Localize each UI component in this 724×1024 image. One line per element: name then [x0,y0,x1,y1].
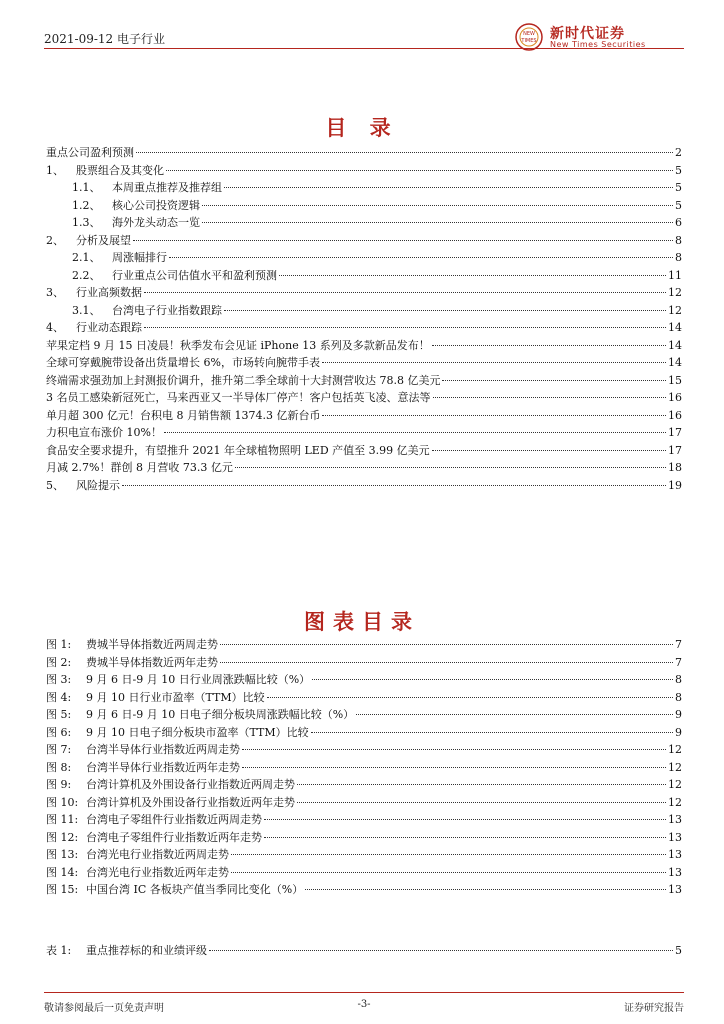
dot-leader [166,170,673,171]
entry-title: 核心公司投资逻辑 [112,198,200,212]
dot-leader [242,767,666,768]
figure-entry[interactable] [46,846,682,864]
report-date-sector: 2021-09-12 电子行业 [44,32,166,46]
entry-number: 图 1: [46,638,72,651]
entry-page-number: 7 [675,655,682,669]
toc-entry[interactable] [46,459,682,477]
toc-entry[interactable] [46,249,682,267]
dot-leader [164,432,666,433]
entry-title: 台湾电子行业指数跟踪 [112,303,222,317]
entry-page-number: 13 [668,865,682,879]
figure-entry[interactable] [46,741,682,759]
entry-page-number: 8 [675,251,682,264]
entry-title: 台湾计算机及外围设备行业指数近两年走势 [86,795,295,809]
entry-title: 9 月 10 日电子细分板块市盈率（TTM）比较 [86,725,309,739]
dot-leader [432,345,666,346]
figures-title: 图表目录 [304,610,420,634]
entry-number: 图 6: [46,725,72,739]
entry-number: 1.2、 [72,198,101,212]
toc-entry[interactable] [46,302,682,320]
entry-title: 3 名员工感染新冠死亡，马来西亚又一半导体厂停产！客户包括英飞凌、意法等 [46,391,431,404]
entry-title: 9 月 6 日-9 月 10 日电子细分板块周涨跌幅比较（%） [86,708,355,721]
figure-entry[interactable] [46,759,682,777]
figures-list [46,636,682,899]
toc-entry[interactable] [46,407,682,425]
entry-page-number: 14 [668,321,682,334]
entry-title: 分析及展望 [76,233,131,247]
entry-title: 中国台湾 IC 各板块产值当季同比变化（%） [86,883,304,896]
page-header [44,22,684,56]
dot-leader [144,292,666,293]
entry-page-number: 12 [668,778,682,791]
entry-page-number: 14 [668,338,682,352]
entry-page-number: 14 [668,356,682,369]
entry-page-number: 16 [668,391,682,404]
dot-leader [322,415,666,416]
toc-entry[interactable] [46,214,682,232]
entry-page-number: 16 [668,408,682,422]
entry-title: 苹果定档 9 月 15 日凌晨！秋季发布会见证 iPhone 13 系列及多款新品发布！ [46,338,430,352]
toc-entry[interactable] [46,162,682,180]
entry-title: 周涨幅排行 [112,251,167,264]
toc-entry[interactable] [46,179,682,197]
entry-page-number: 18 [668,461,682,474]
figure-entry[interactable] [46,671,682,689]
entry-number: 图 9: [46,778,72,791]
entry-number: 2.2、 [72,268,101,282]
entry-title: 台湾半导体行业指数近两周走势 [86,743,240,756]
svg-text:NEW: NEW [523,31,535,37]
entry-page-number: 6 [675,216,682,229]
entry-page-number: 13 [668,883,682,896]
entry-number: 图 11: [46,813,79,826]
entry-page-number: 5 [675,163,682,177]
entry-page-number: 12 [668,760,682,774]
entry-page-number: 8 [675,233,682,247]
footer-divider [44,992,684,993]
entry-number: 1、 [46,163,64,177]
dot-leader [122,485,666,486]
dot-leader [305,889,666,890]
toc-list [46,144,682,494]
entry-number: 1.1、 [72,181,101,194]
figure-entry[interactable] [46,776,682,794]
entry-page-number: 13 [668,813,682,826]
svg-text:TIMES: TIMES [521,38,537,44]
toc-entry[interactable] [46,319,682,337]
entry-number: 图 14: [46,865,79,879]
entry-number: 图 4: [46,690,72,704]
entry-title: 行业动态跟踪 [76,321,142,334]
entry-number: 5、 [46,478,64,492]
dot-leader [297,784,666,785]
toc-entry[interactable] [46,477,682,495]
entry-page-number: 9 [675,708,682,721]
figure-entry[interactable] [46,811,682,829]
entry-title: 重点公司盈利预测 [46,146,134,159]
dot-leader [231,854,666,855]
dot-leader [224,187,673,188]
figure-entry[interactable] [46,706,682,724]
dot-leader [220,662,673,663]
toc-entry[interactable] [46,197,682,215]
dot-leader [136,152,673,153]
entry-page-number: 12 [668,743,682,756]
figure-entry[interactable] [46,864,682,882]
figure-entry[interactable] [46,724,682,742]
toc-entry[interactable] [46,284,682,302]
dot-leader [202,205,673,206]
entry-page-number: 13 [668,830,682,844]
toc-title: 目 录 [325,116,399,140]
toc-entry[interactable] [46,389,682,407]
entry-page-number: 15 [668,373,682,387]
figure-entry[interactable] [46,654,682,672]
entry-title: 行业重点公司估值水平和盈利预测 [112,268,277,282]
logo-english-name: New Times Securities [550,40,646,49]
entry-page-number: 12 [668,286,682,299]
entry-number: 图 3: [46,673,72,686]
entry-number: 2.1、 [72,251,101,264]
dot-leader [432,450,666,451]
figure-entry[interactable] [46,689,682,707]
entry-title: 全球可穿戴腕带设备出货量增长 6%，市场转向腕带手表 [46,356,320,369]
header-divider [44,48,684,49]
entry-title: 单月超 300 亿元！台积电 8 月销售额 1374.3 亿新台币 [46,408,321,422]
table-entry[interactable] [46,942,682,960]
entry-number: 图 15: [46,883,79,896]
dot-leader [264,819,666,820]
dot-leader [264,837,666,838]
entry-page-number: 9 [675,725,682,739]
entry-title: 股票组合及其变化 [76,163,164,177]
toc-entry[interactable] [46,354,682,372]
toc-entry[interactable] [46,442,682,460]
entry-title: 行业高频数据 [76,286,142,299]
entry-page-number: 8 [675,673,682,686]
entry-number: 2、 [46,233,64,247]
toc-entry[interactable] [46,372,682,390]
entry-page-number: 7 [675,638,682,651]
entry-title: 费城半导体指数近两周走势 [86,638,218,651]
dot-leader [297,802,666,803]
entry-page-number: 13 [668,848,682,861]
entry-page-number: 5 [675,181,682,194]
dot-leader [224,310,666,311]
dot-leader [442,380,666,381]
entry-title: 本周重点推荐及推荐组 [112,181,222,194]
entry-title: 月减 2.7%！群创 8 月营收 73.3 亿元 [46,461,233,474]
dot-leader [322,362,666,363]
entry-page-number: 17 [668,443,682,457]
dot-leader [169,257,673,258]
entry-number: 4、 [46,321,64,334]
figure-entry[interactable] [46,636,682,654]
entry-number: 图 13: [46,848,79,861]
logo-chinese-name: 新时代证券 [550,26,625,42]
figure-entry[interactable] [46,829,682,847]
entry-page-number: 5 [675,944,682,957]
page-footer [44,995,684,1015]
entry-title: 海外龙头动态一览 [112,216,200,229]
figure-entry[interactable] [46,881,682,899]
entry-title: 终端需求强劲加上封测报价调升，推升第二季全球前十大封测营收达 78.8 亿美元 [46,373,441,387]
entry-number: 图 7: [46,743,72,756]
dot-leader [312,679,673,680]
entry-number: 3、 [46,286,64,299]
dot-leader [242,749,666,750]
entry-title: 台湾光电行业指数近两年走势 [86,865,229,879]
entry-number: 表 1: [46,944,72,957]
entry-title: 风险提示 [76,478,120,492]
dot-leader [433,397,667,398]
dot-leader [235,467,666,468]
page-number: -3- [357,999,371,1010]
dot-leader [267,697,673,698]
entry-page-number: 11 [668,268,682,282]
entry-title: 食品安全要求提升，有望推升 2021 年全球植物照明 LED 产值至 3.99 亿美元 [46,443,430,457]
dot-leader [220,644,673,645]
entry-title: 力积电宣布涨价 10%！ [46,426,162,439]
entry-number: 图 2: [46,655,72,669]
dot-leader [279,275,666,276]
dot-leader [133,240,673,241]
tables-list [46,942,682,960]
dot-leader [356,714,673,715]
entry-title: 台湾半导体行业指数近两年走势 [86,760,240,774]
entry-number: 图 5: [46,708,72,721]
dot-leader [202,222,673,223]
entry-page-number: 12 [668,795,682,809]
dot-leader [144,327,666,328]
dot-leader [231,872,666,873]
entry-title: 重点推荐标的和业绩评级 [86,944,207,957]
dot-leader [311,732,673,733]
toc-entry[interactable] [46,267,682,285]
entry-page-number: 8 [675,690,682,704]
entry-title: 费城半导体指数近两年走势 [86,655,218,669]
entry-title: 9 月 6 日-9 月 10 日行业周涨跌幅比较（%） [86,673,311,686]
toc-entry[interactable] [46,337,682,355]
entry-number: 3.1、 [72,303,101,317]
entry-title: 台湾计算机及外围设备行业指数近两周走势 [86,778,295,791]
entry-title: 台湾光电行业指数近两周走势 [86,848,229,861]
entry-page-number: 19 [668,478,682,492]
entry-number: 1.3、 [72,216,101,229]
entry-number: 图 12: [46,830,79,844]
entry-page-number: 17 [668,426,682,439]
entry-page-number: 12 [668,303,682,317]
entry-page-number: 5 [675,198,682,212]
figure-entry[interactable] [46,794,682,812]
dot-leader [209,950,673,951]
disclaimer-note: 敬请参阅最后一页免责声明 [44,1003,164,1014]
toc-entry[interactable] [46,144,682,162]
entry-number: 图 10: [46,795,79,809]
toc-entry[interactable] [46,232,682,250]
entry-title: 台湾电子零组件行业指数近两年走势 [86,830,262,844]
entry-title: 9 月 10 日行业市盈率（TTM）比较 [86,690,265,704]
entry-number: 图 8: [46,760,72,774]
report-type: 证券研究报告 [624,1003,684,1014]
entry-title: 台湾电子零组件行业指数近两周走势 [86,813,262,826]
entry-page-number: 2 [675,146,682,159]
toc-entry[interactable] [46,424,682,442]
